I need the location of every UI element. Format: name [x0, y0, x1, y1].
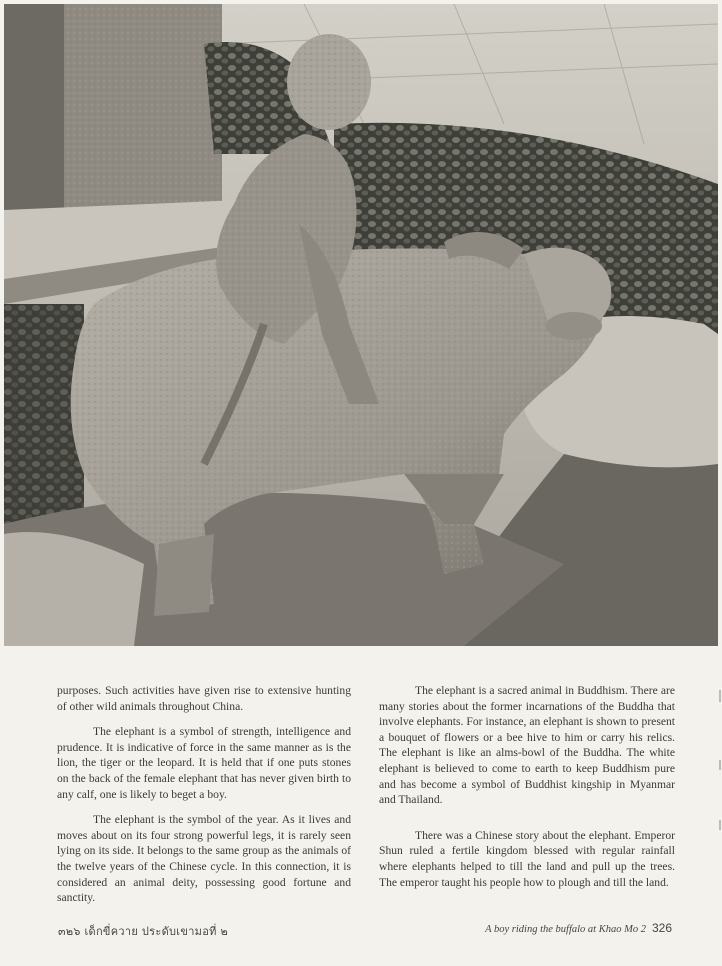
- right-paragraph-1: The elephant is a sacred animal in Buddhism. There are many stories about the former incarnations of the Buddha that involve elephants. For instance, an elephant is shown to present a bouquet of flowers or a bee hive to him or carry his relics. The elephant is like an alms-bowl of the Buddha. The white elephant is believed to come to earth to keep Buddhism pure and has become a symbol of Buddhist kingship in Myanmar and Thailand.: [379, 684, 675, 807]
- page-edge-mark: [719, 690, 721, 702]
- left-paragraph-2: The elephant is a symbol of strength, intelligence and prudence. It is indicative of force in the same manner as is the lion, the tiger or the leopard. It is held that if one puts stones on the back of the female elephant that has never given birth to any calf, one is likely to beget a boy.: [57, 725, 351, 801]
- left-paragraph-1: purposes. Such activities have given rise to extensive hunting of other wild animals throughout China.: [57, 684, 351, 713]
- left-paragraph-3: The elephant is the symbol of the year. As it lives and moves about on its four strong powerful legs, it is rarely seen lying on its side. It belongs to the same group as the animals of the twelve years of the Chinese cycle. In this connection, it is considered an animal deity, possessing good fortune and sanctity.: [57, 813, 351, 905]
- photo-illustration: [4, 4, 718, 646]
- page-number: 326: [651, 921, 672, 935]
- footer-caption-block: [485, 921, 672, 935]
- right-paragraph-2: There was a Chinese story about the elephant. Emperor Shun ruled a fertile kingdom blessed with regular rainfall where elephants helped to till the land and pull up the trees. The emperor taught his people how to plough and till the land.: [379, 828, 675, 889]
- footer-caption: A boy riding the buffalo at Khao Mo 2: [485, 924, 646, 935]
- footer-thai-caption: ๓๒๖ เด็กขี่ควาย ประดับเขามอที่ ๒: [58, 925, 229, 938]
- photo-boy-riding-buffalo: [4, 4, 718, 646]
- left-text-column: [57, 683, 351, 916]
- page-edge-mark: [719, 820, 721, 830]
- page-edge-mark: [719, 760, 721, 770]
- right-text-column: [379, 683, 675, 900]
